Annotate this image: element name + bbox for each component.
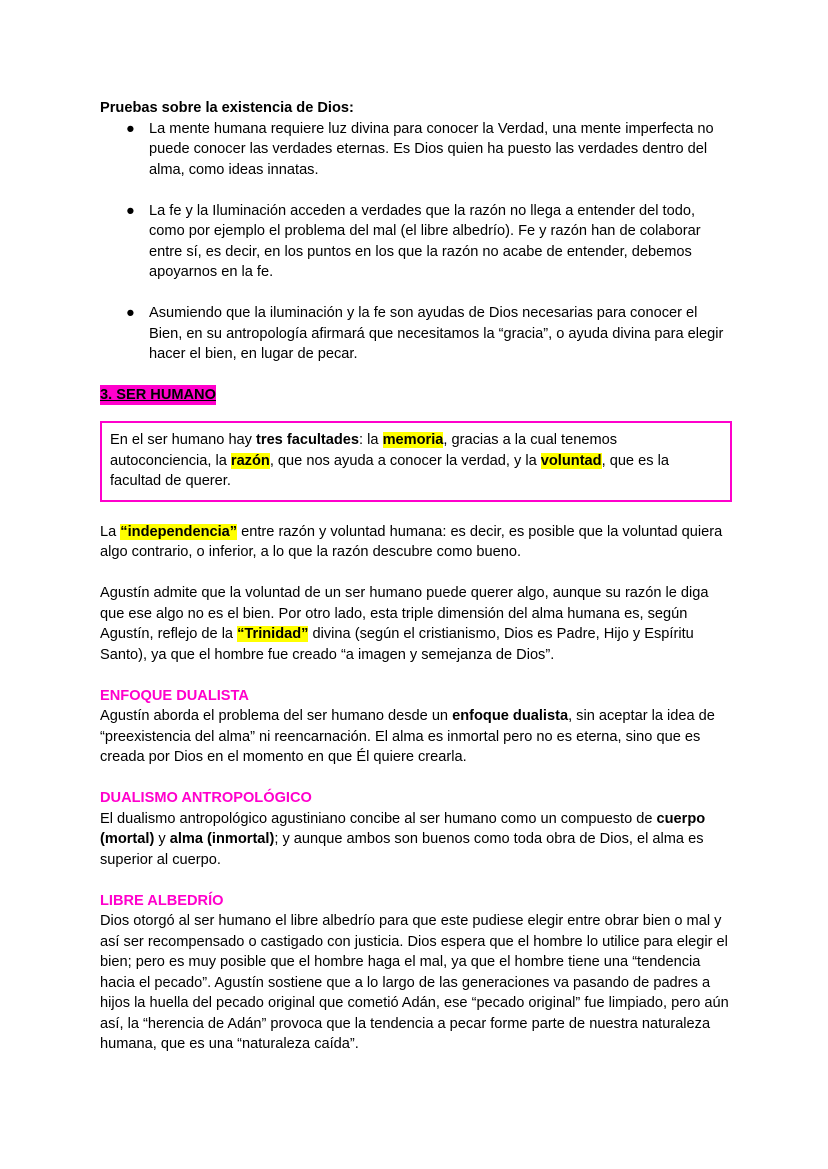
pruebas-list [100, 119, 732, 365]
highlight-trinidad: “Trinidad” [237, 626, 309, 642]
antropologico-paragraph: El dualismo antropológico agustiniano concibe al ser humano como un compuesto de cuerpo (mortal) y alma (inmortal); y aunque ambos son buenos como toda obra de Dios, el alma es superior al cuerpo. [100, 810, 706, 868]
independencia-paragraph: La “independencia” entre razón y voluntad humana: es decir, es posible que la voluntad quiera algo contrario, o inferior, a lo que la razón descubre como bueno. [100, 523, 723, 560]
bullet-icon: ● [126, 202, 135, 219]
facultades-box: En el ser humano hay tres facultades: la memoria, gracias a la cual tenemos autoconciencia, la razón, que nos ayuda a conocer la verdad, y la voluntad, que es la facultad de querer. [100, 421, 732, 502]
agustin-paragraph: Agustín admite que la voluntad de un ser humano puede querer algo, aunque su razón le diga que ese algo no es el bien. Por otro lado, esta triple dimensión del alma humana es, según Agustín, reflejo de la “Trinidad” divina (según el cristianismo, Dios es Padre, Hijo y Espíritu Santo), ya que el hombre fue creado “a imagen y semejanza de Dios”. [100, 585, 709, 663]
section-title: 3. SER HUMANO [100, 385, 216, 406]
document-page [100, 98, 732, 1055]
highlight-independencia: “independencia” [120, 523, 238, 540]
highlight-voluntad: voluntad [540, 452, 602, 469]
albedrio-paragraph: Dios otorgó al ser humano el libre albedrío para que este pudiese elegir entre obrar bien o mal y así ser recompensado o castigado con justicia. Dios espera que el hombre lo utilice para elegir el bien; pero es muy posible que el hombre haga el mal, ya que el hombre tiene una “tendencia hacia el pecado”. Agustín sostiene que a lo largo de las generaciones va pasando de padres a hijos la huella del pecado original que cometió Adán, ese “pecado original” fue limpiado, pero aún así, la “herencia de Adán” provoca que la tendencia a pecar forme parte de nuestra naturaleza humana, que es una “naturaleza caída”. [100, 913, 729, 1052]
dualismo-antropologico-heading: DUALISMO ANTROPOLÓGICO [100, 790, 312, 806]
bullet-icon: ● [126, 120, 135, 137]
bullet-icon: ● [126, 305, 135, 321]
enfoque-dualista-heading: ENFOQUE DUALISTA [100, 687, 249, 704]
pruebas-heading: Pruebas sobre la existencia de Dios: [100, 100, 354, 116]
highlight-memoria: memoria [382, 432, 444, 448]
list-item: ● La fe y la Iluminación acceden a verdades que la razón no llega a entender del todo, como por ejemplo el problema del mal (el libre albedrío). Fe y razón han de colaborar entre sí, es decir, en los puntos en los que la razón no acabe de entender, debemos apoyarnos en la fe. [126, 202, 701, 280]
list-item: ● La mente humana requiere luz divina para conocer la Verdad, una mente imperfecta no puede conocer las verdades eternas. Es Dios quien ha puesto las verdades dentro del alma, como ideas innatas. [126, 120, 714, 178]
dualista-paragraph: Agustín aborda el problema del ser humano desde un enfoque dualista, sin aceptar la idea de “preexistencia del alma” ni reencarnación. El alma es inmortal pero no es eterna, sino que es creada por Dios en el momento en que Él quiere crearla. [100, 708, 715, 765]
highlight-razon: razón [230, 452, 270, 469]
libre-albedrio-heading: LIBRE ALBEDRÍO [100, 892, 224, 909]
list-item: ● Asumiendo que la iluminación y la fe son ayudas de Dios necesarias para conocer el Bien, en su antropología afirmará que necesitamos la “gracia”, o ayuda divina para elegir hacer el bien, en lugar de pecar. [126, 305, 724, 362]
